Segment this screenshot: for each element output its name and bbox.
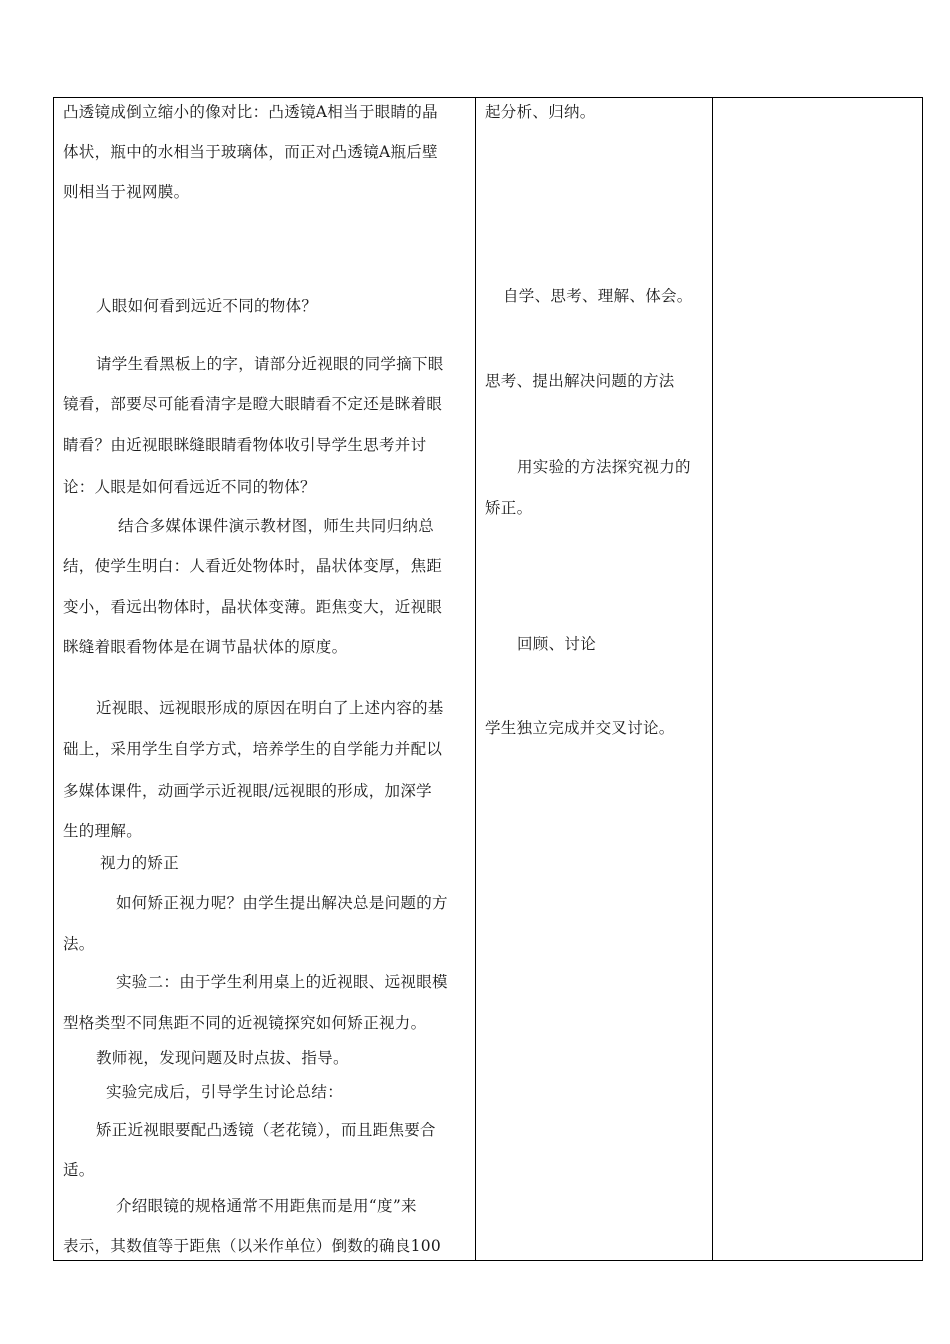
text-line: 凸透镜成倒立缩小的像对比：凸透镜A相当于眼睛的晶 <box>63 103 438 121</box>
text-line: 教师视，发现问题及时点拔、指导。 <box>96 1049 349 1067</box>
text-line: 回顾、讨论 <box>517 635 597 653</box>
text-line: 适。 <box>63 1161 95 1179</box>
text-line: 如何矫正视力呢？由学生提出解决总是问题的方 <box>116 894 448 912</box>
text-line: 介绍眼镜的规格通常不用距焦而是用“度”来 <box>116 1197 417 1215</box>
text-line: 表示，其数值等于距焦（以米作单位）倒数的确良100 <box>63 1237 442 1255</box>
lesson-table <box>53 97 923 1261</box>
text-line: 请学生看黑板上的字，请部分近视眼的同学摘下眼 <box>96 355 444 373</box>
text-line: 型格类型不同焦距不同的近视镜探究如何矫正视力。 <box>63 1014 427 1032</box>
text-line: 体状，瓶中的水相当于玻璃体，而正对凸透镜A瓶后壁 <box>63 143 438 161</box>
text-line: 则相当于视网膜。 <box>63 183 190 201</box>
text-line: 起分析、归纳。 <box>485 103 596 121</box>
text-line: 学生独立完成并交叉讨论。 <box>485 719 675 737</box>
text-line: 矫正近视眼要配凸透镜（老花镜），而且距焦要合 <box>96 1121 436 1139</box>
text-line: 法。 <box>63 935 95 953</box>
text-line: 矫正。 <box>485 499 533 517</box>
student-activity-column <box>477 98 713 1260</box>
text-line: 眯缝着眼看物体是在调节晶状体的原度。 <box>63 638 348 656</box>
text-line: 础上，采用学生自学方式，培养学生的自学能力并配以 <box>63 740 443 758</box>
notes-column <box>714 98 922 1260</box>
text-line: 思考、提出解决问题的方法 <box>485 372 675 390</box>
text-line: 论：人眼是如何看远近不同的物体？ <box>63 478 316 496</box>
text-line: 镜看，部要尽可能看清字是瞪大眼睛看不定还是眯着眼 <box>63 395 443 413</box>
text-line: 多媒体课件，动画学示近视眼/远视眼的形成，加深学 <box>63 782 432 800</box>
text-line: 近视眼、远视眼形成的原因在明白了上述内容的基 <box>96 699 444 717</box>
text-line: 睛看？由近视眼眯缝眼睛看物体收引导学生思考并讨 <box>63 436 427 454</box>
text-line: 自学、思考、理解、体会。 <box>503 287 693 305</box>
section-heading: 视力的矫正 <box>100 854 180 872</box>
text-line: 用实验的方法探究视力的 <box>517 458 691 476</box>
text-line: 生的理解。 <box>63 822 143 840</box>
text-line: 结合多媒体课件演示教材图，师生共同归纳总 <box>118 517 435 535</box>
text-line: 结，使学生明白：人看近处物体时，晶状体变厚，焦距 <box>63 557 443 575</box>
text-line: 实验完成后，引导学生讨论总结： <box>106 1083 344 1101</box>
teacher-activity-column <box>54 98 476 1260</box>
text-line: 人眼如何看到远近不同的物体？ <box>96 297 318 315</box>
text-line: 变小，看远出物体时，晶状体变薄。距焦变大，近视眼 <box>63 598 443 616</box>
text-line: 实验二：由于学生利用桌上的近视眼、远视眼模 <box>116 973 448 991</box>
